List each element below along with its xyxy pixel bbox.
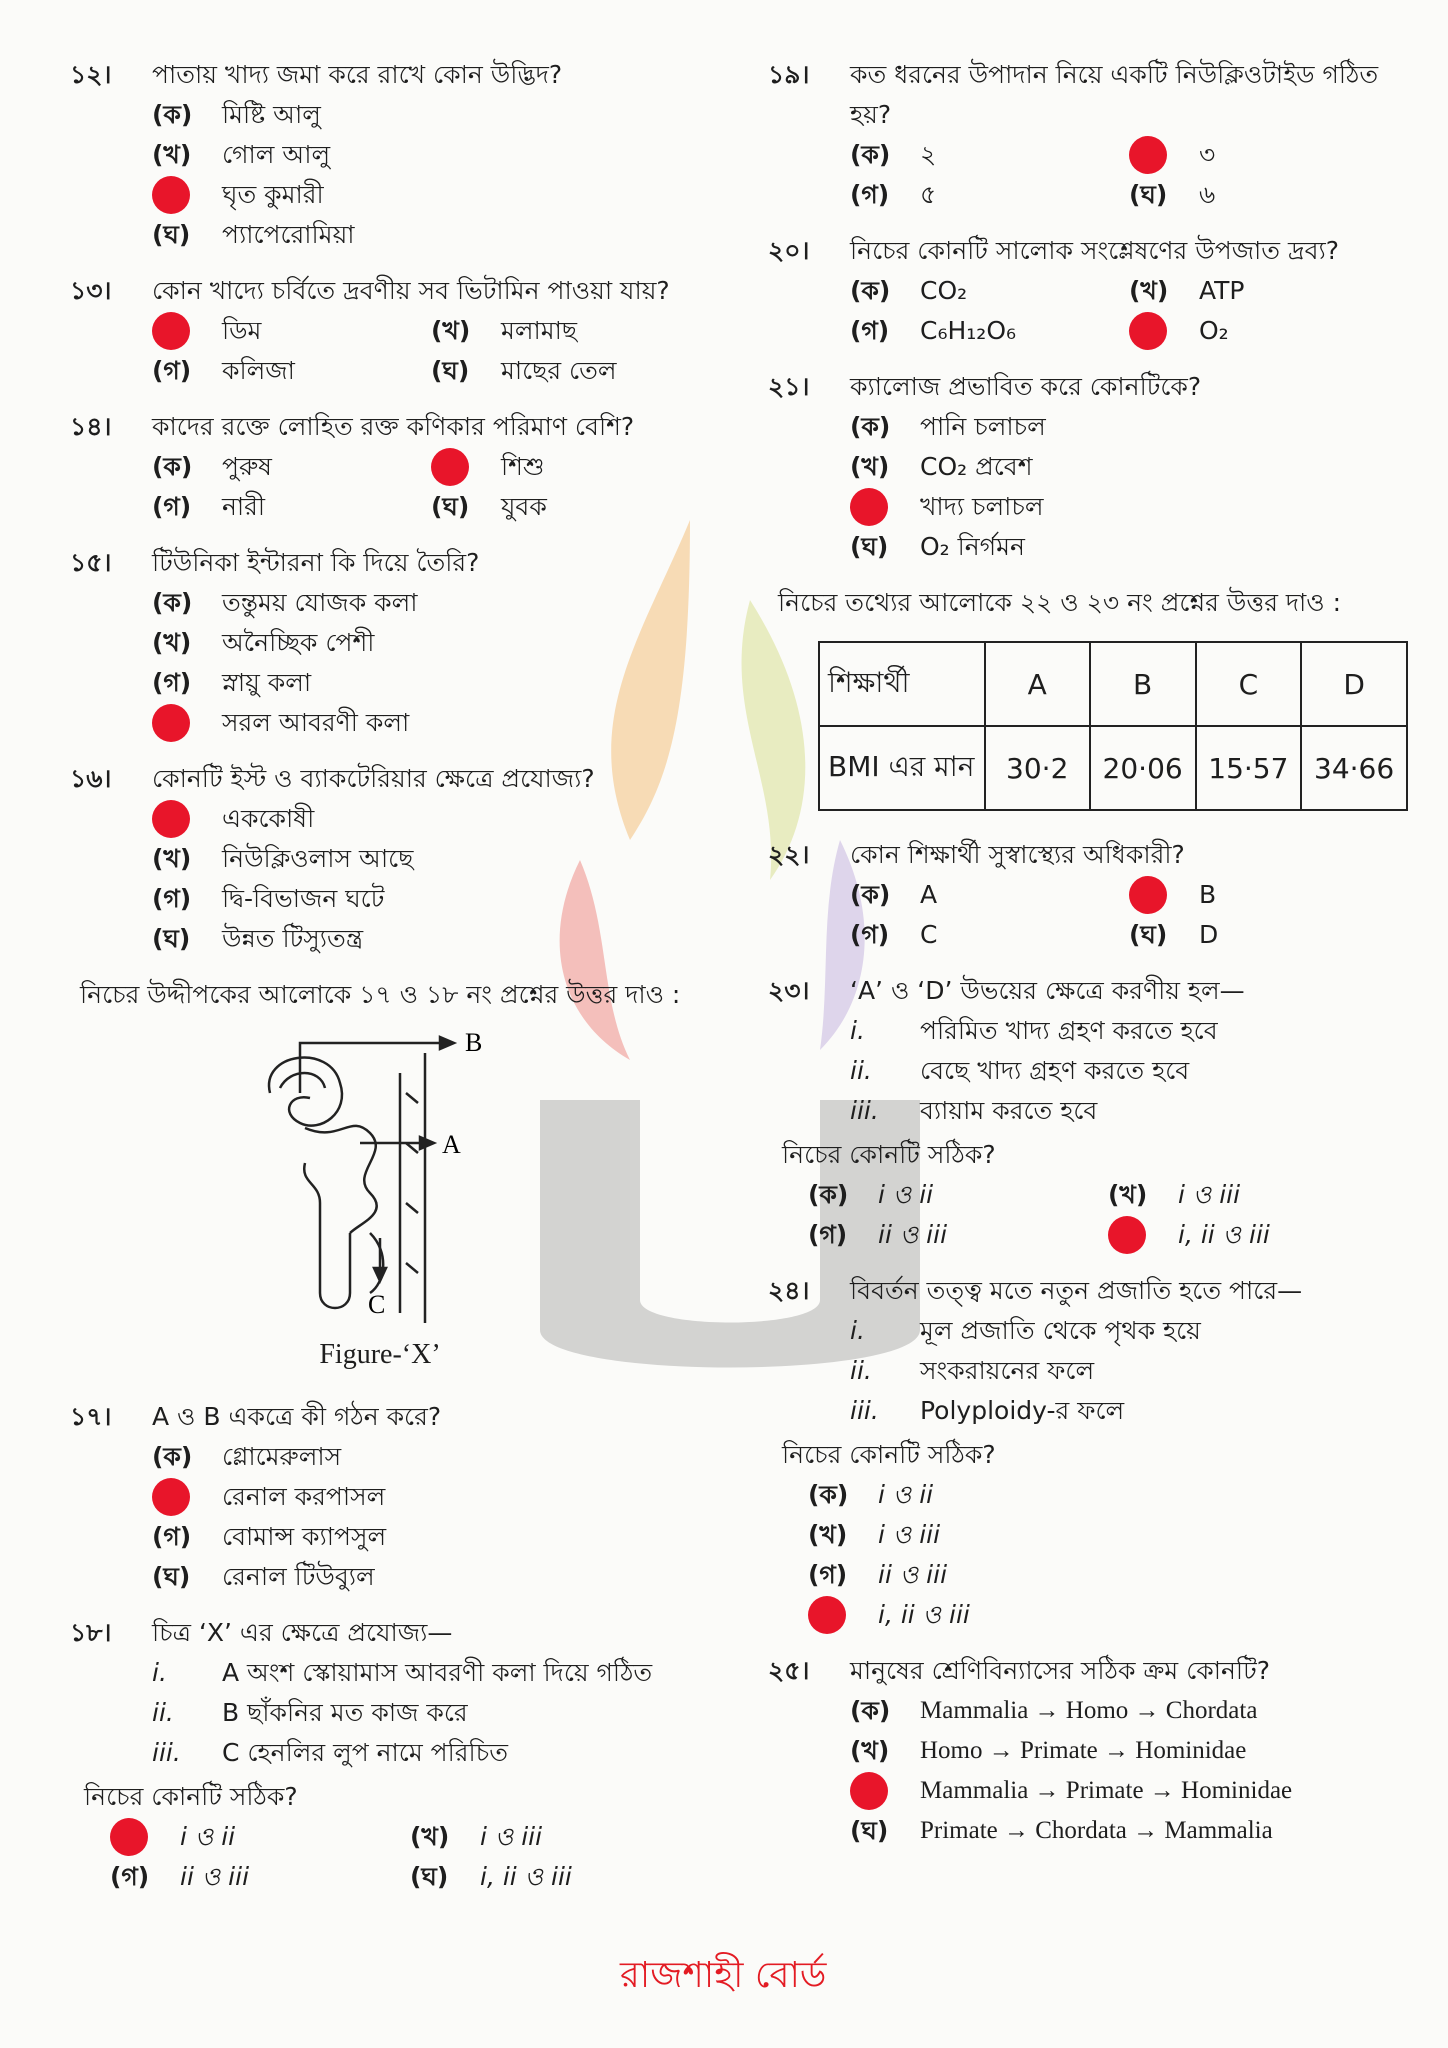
question-20 (768, 231, 1408, 351)
question-text: কোন খাদ্যে চর্বিতে দ্রবণীয় সব ভিটামিন পাওয়া যায়? (152, 276, 670, 305)
question-16 (70, 759, 710, 959)
option-b[interactable]: (খ) i ও iii (1108, 1180, 1241, 1209)
option-b[interactable]: (খ) গোল আলু (152, 140, 331, 169)
question-14 (70, 407, 710, 527)
option-a[interactable]: (ক) i ও ii (808, 1180, 934, 1209)
question-text: নিচের কোনটি সালোক সংশ্লেষণের উপজাত দ্রব্য? (850, 236, 1340, 265)
answer-dot (431, 448, 469, 486)
answer-dot (152, 800, 190, 838)
option-b-correct[interactable]: ৩ (1129, 135, 1408, 175)
answer-dot (1108, 1216, 1146, 1254)
table-cell: A (985, 642, 1090, 726)
option-a[interactable]: (ক) গ্লোমেরুলাস (152, 1442, 342, 1471)
question-23: ২৩। ‘A’ ও ‘D’ উভয়ের ক্ষেত্রে করণীয় হল— i. পরিমিত খাদ্য গ্রহণ করতে হবে ii. বেছে খাদ্য গ্রহণ করতে হবে iii. ব্যায়াম করতে হবে নিচের কোনটি সঠিক? (ক) i ও ii (খ) i ও iii (গ) ii ও iii i, ii ও iii (768, 971, 1408, 1255)
table-row (819, 726, 1407, 810)
question-text: কোন শিক্ষার্থী সুস্বাস্থ্যের অধিকারী? (850, 840, 1185, 869)
question-number: ১২। (70, 60, 112, 89)
option-a[interactable]: (ক) Mammalia → Homo → Chordata (850, 1696, 1258, 1725)
statement-iii: C হেনলির লুপ নামে পরিচিত (222, 1738, 508, 1767)
option-c[interactable]: (গ) ii ও iii (808, 1220, 948, 1249)
option-b[interactable]: (খ) i ও iii (410, 1822, 543, 1851)
which-correct: নিচের কোনটি সঠিক? (782, 1140, 996, 1169)
answer-dot (850, 488, 888, 526)
table-cell: D (1301, 642, 1407, 726)
option-d-correct[interactable]: সরল আবরণী কলা (152, 703, 710, 743)
figure-x (210, 1033, 550, 1371)
answer-dot (1129, 312, 1167, 350)
option-c[interactable]: (গ) দ্বি-বিভাজন ঘটে (152, 884, 385, 913)
table-cell: B (1090, 642, 1196, 726)
question-number: ১৪। (70, 412, 112, 441)
option-d[interactable]: (ঘ) Primate → Chordata → Mammalia (850, 1816, 1273, 1845)
table-cell: 20·06 (1090, 726, 1196, 810)
question-number: ১৭। (70, 1402, 112, 1431)
option-c-correct[interactable]: খাদ্য চলাচল (850, 487, 1408, 527)
which-correct: নিচের কোনটি সঠিক? (782, 1440, 996, 1469)
option-d[interactable]: (ঘ) উন্নত টিস্যুতন্ত্র (152, 924, 364, 953)
option-b[interactable]: (খ) নিউক্লিওলাস আছে (152, 844, 414, 873)
option-a[interactable]: (ক) ২ (850, 140, 937, 169)
answer-dot (152, 176, 190, 214)
question-number: ১৩। (70, 276, 112, 305)
option-c[interactable]: (গ) C₆H₁₂O₆ (850, 316, 1017, 345)
option-c-correct[interactable]: Mammalia → Primate → Hominidae (850, 1771, 1408, 1811)
option-d[interactable]: (ঘ) মাছের তেল (431, 356, 617, 385)
option-b[interactable]: (খ) ATP (1129, 276, 1245, 305)
question-text: ‘A’ ও ‘D’ উভয়ের ক্ষেত্রে করণীয় হল— (850, 976, 1245, 1005)
question-text: কাদের রক্তে লোহিত রক্ত কণিকার পরিমাণ বেশি? (152, 412, 635, 441)
option-b[interactable]: (খ) মলামাছ (431, 316, 578, 345)
option-c[interactable]: (গ) ii ও iii (110, 1862, 250, 1891)
option-d[interactable]: (ঘ) D (1129, 920, 1219, 949)
question-number: ২২। (768, 840, 810, 869)
table-cell: শিক্ষার্থী (819, 642, 985, 726)
question-24: ২৪। বিবর্তন তত্ত্ব মতে নতুন প্রজাতি হতে পারে— i. মূল প্রজাতি থেকে পৃথক হয়ে ii. সংকরায়নের ফলে iii. Polyploidy-র ফলে নিচের কোনটি সঠিক? (ক) i ও ii (খ) i ও iii (গ) ii ও iii i, ii ও iii (768, 1271, 1408, 1635)
statement-i: A অংশ স্কোয়ামাস আবরণী কলা দিয়ে গঠিত (222, 1658, 653, 1687)
question-15 (70, 543, 710, 743)
statement-iii: ব্যায়াম করতে হবে (920, 1096, 1098, 1125)
question-text: ক্যালোজ প্রভাবিত করে কোনটিকে? (850, 372, 1202, 401)
answer-dot (152, 312, 190, 350)
option-c[interactable]: (গ) C (850, 920, 938, 949)
question-number: ২৪। (768, 1276, 810, 1305)
figure-label-a: A (442, 1130, 461, 1159)
option-b-correct[interactable]: B (1129, 875, 1408, 915)
answer-dot (1129, 876, 1167, 914)
question-25 (768, 1651, 1408, 1851)
statement-ii: B ছাঁকনির মত কাজ করে (222, 1698, 468, 1727)
option-d[interactable]: (ঘ) প্যাপেরোমিয়া (152, 220, 355, 249)
question-text: মানুষের শ্রেণিবিন্যাসের সঠিক ক্রম কোনটি? (850, 1656, 1270, 1685)
question-number: ২১। (768, 372, 810, 401)
answer-dot (808, 1596, 846, 1634)
statement-i: পরিমিত খাদ্য গ্রহণ করতে হবে (920, 1016, 1218, 1045)
option-c-correct[interactable]: ঘৃত কুমারী (152, 175, 710, 215)
option-a-correct[interactable]: ডিম (152, 311, 431, 351)
question-12 (70, 55, 710, 255)
option-b-correct[interactable]: রেনাল করপাসল (152, 1477, 710, 1517)
option-b-correct[interactable]: শিশু (431, 447, 710, 487)
question-19 (768, 55, 1408, 215)
option-d[interactable]: (ঘ) O₂ নির্গমন (850, 532, 1025, 561)
question-number: ২৫। (768, 1656, 810, 1685)
nephron-diagram (210, 1033, 550, 1333)
question-18: ১৮। চিত্র ‘X’ এর ক্ষেত্রে প্রযোজ্য— i. A অংশ স্কোয়ামাস আবরণী কলা দিয়ে গঠিত ii. B ছাঁকনির মত কাজ করে iii. C হেনলির লুপ নামে পরিচিত নিচের কোনটি সঠিক? i ও ii (খ) i ও iii (গ) ii ও iii (ঘ) i, ii ও iii (70, 1613, 710, 1897)
which-correct: নিচের কোনটি সঠিক? (84, 1782, 298, 1811)
question-number: ১৯। (768, 60, 810, 89)
option-a[interactable]: (ক) A (850, 880, 938, 909)
question-text: চিত্র ‘X’ এর ক্ষেত্রে প্রযোজ্য— (152, 1618, 453, 1647)
option-b[interactable]: (খ) CO₂ প্রবেশ (850, 452, 1033, 481)
option-d[interactable]: (ঘ) i, ii ও iii (410, 1862, 572, 1891)
question-text: A ও B একত্রে কী গঠন করে? (152, 1402, 442, 1431)
option-c[interactable]: (গ) নারী (152, 492, 266, 521)
question-number: ২৩। (768, 976, 810, 1005)
question-number: ১৫। (70, 548, 112, 577)
option-a-correct[interactable]: এককোষী (152, 799, 710, 839)
answer-dot (850, 1772, 888, 1810)
question-text: পাতায় খাদ্য জমা করে রাখে কোন উদ্ভিদ? (152, 60, 563, 89)
option-a[interactable]: (ক) তন্তুময় যোজক কলা (152, 588, 418, 617)
statement-ii: সংকরায়নের ফলে (920, 1356, 1095, 1385)
statement-i: মূল প্রজাতি থেকে পৃথক হয়ে (920, 1316, 1201, 1345)
question-number: ১৬। (70, 764, 112, 793)
question-22 (768, 835, 1408, 955)
question-number: ১৮। (70, 1618, 112, 1647)
question-text: কোনটি ইস্ট ও ব্যাকটেরিয়ার ক্ষেত্রে প্রযোজ্য? (152, 764, 595, 793)
question-text: কত ধরনের উপাদান নিয়ে একটি নিউক্লিওটাইড গঠিত হয়? (850, 60, 1379, 129)
figure-label-b: B (465, 1033, 483, 1057)
option-a-correct[interactable]: i ও ii (110, 1817, 410, 1857)
option-c[interactable]: (গ) ৫ (850, 180, 937, 209)
option-a[interactable]: (ক) CO₂ (850, 276, 968, 305)
figure-label-c: C (368, 1290, 386, 1319)
option-c[interactable]: (গ) স্নায়ু কলা (152, 668, 312, 697)
table-cell: C (1196, 642, 1302, 726)
left-column (70, 55, 710, 1913)
board-footer: রাজশাহী বোর্ড (620, 1955, 827, 1996)
question-text: টিউনিকা ইন্টারনা কি দিয়ে তৈরি? (152, 548, 480, 577)
option-a[interactable]: (ক) পুরুষ (152, 452, 272, 481)
figure-caption: Figure-‘X’ (319, 1339, 441, 1370)
bmi-table (818, 641, 1408, 811)
option-d[interactable]: (ঘ) যুবক (431, 492, 547, 521)
option-c[interactable]: (গ) কলিজা (152, 356, 295, 385)
statement-iii: Polyploidy-র ফলে (920, 1396, 1125, 1425)
question-21 (768, 367, 1408, 567)
option-b[interactable]: (খ) অনৈচ্ছিক পেশী (152, 628, 375, 657)
question-text: বিবর্তন তত্ত্ব মতে নতুন প্রজাতি হতে পারে— (850, 1276, 1303, 1305)
answer-dot (110, 1818, 148, 1856)
instruction-17-18: নিচের উদ্দীপকের আলোকে ১৭ ও ১৮ নং প্রশ্নের উত্তর দাও : (80, 980, 681, 1009)
option-d-correct[interactable]: i, ii ও iii (1108, 1215, 1408, 1255)
option-c[interactable]: (গ) ii ও iii (808, 1560, 948, 1589)
question-17 (70, 1397, 710, 1597)
option-c[interactable]: (গ) বোমান্স ক্যাপসুল (152, 1522, 387, 1551)
option-a[interactable]: (ক) মিষ্টি আলু (152, 100, 321, 129)
instruction-22-23: নিচের তথ্যের আলোকে ২২ ও ২৩ নং প্রশ্নের উত্তর দাও : (778, 588, 1342, 617)
option-d-correct[interactable]: i, ii ও iii (808, 1595, 1408, 1635)
question-number: ২০। (768, 236, 810, 265)
table-cell: 15·57 (1196, 726, 1302, 810)
option-b[interactable]: (খ) i ও iii (808, 1520, 941, 1549)
table-cell: 34·66 (1301, 726, 1407, 810)
option-a[interactable]: (ক) i ও ii (808, 1480, 934, 1509)
question-13 (70, 271, 710, 391)
answer-dot (152, 704, 190, 742)
option-d[interactable]: (ঘ) ৬ (1129, 180, 1216, 209)
option-b[interactable]: (খ) Homo → Primate → Hominidae (850, 1736, 1247, 1765)
answer-dot (1129, 136, 1167, 174)
answer-dot (152, 1478, 190, 1516)
right-column (768, 55, 1408, 1867)
table-header-row (819, 642, 1407, 726)
table-cell: BMI এর মান (819, 726, 985, 810)
table-cell: 30·2 (985, 726, 1090, 810)
statement-ii: বেছে খাদ্য গ্রহণ করতে হবে (920, 1056, 1190, 1085)
option-d-correct[interactable]: O₂ (1129, 311, 1408, 351)
option-a[interactable]: (ক) পানি চলাচল (850, 412, 1046, 441)
option-d[interactable]: (ঘ) রেনাল টিউব্যুল (152, 1562, 375, 1591)
